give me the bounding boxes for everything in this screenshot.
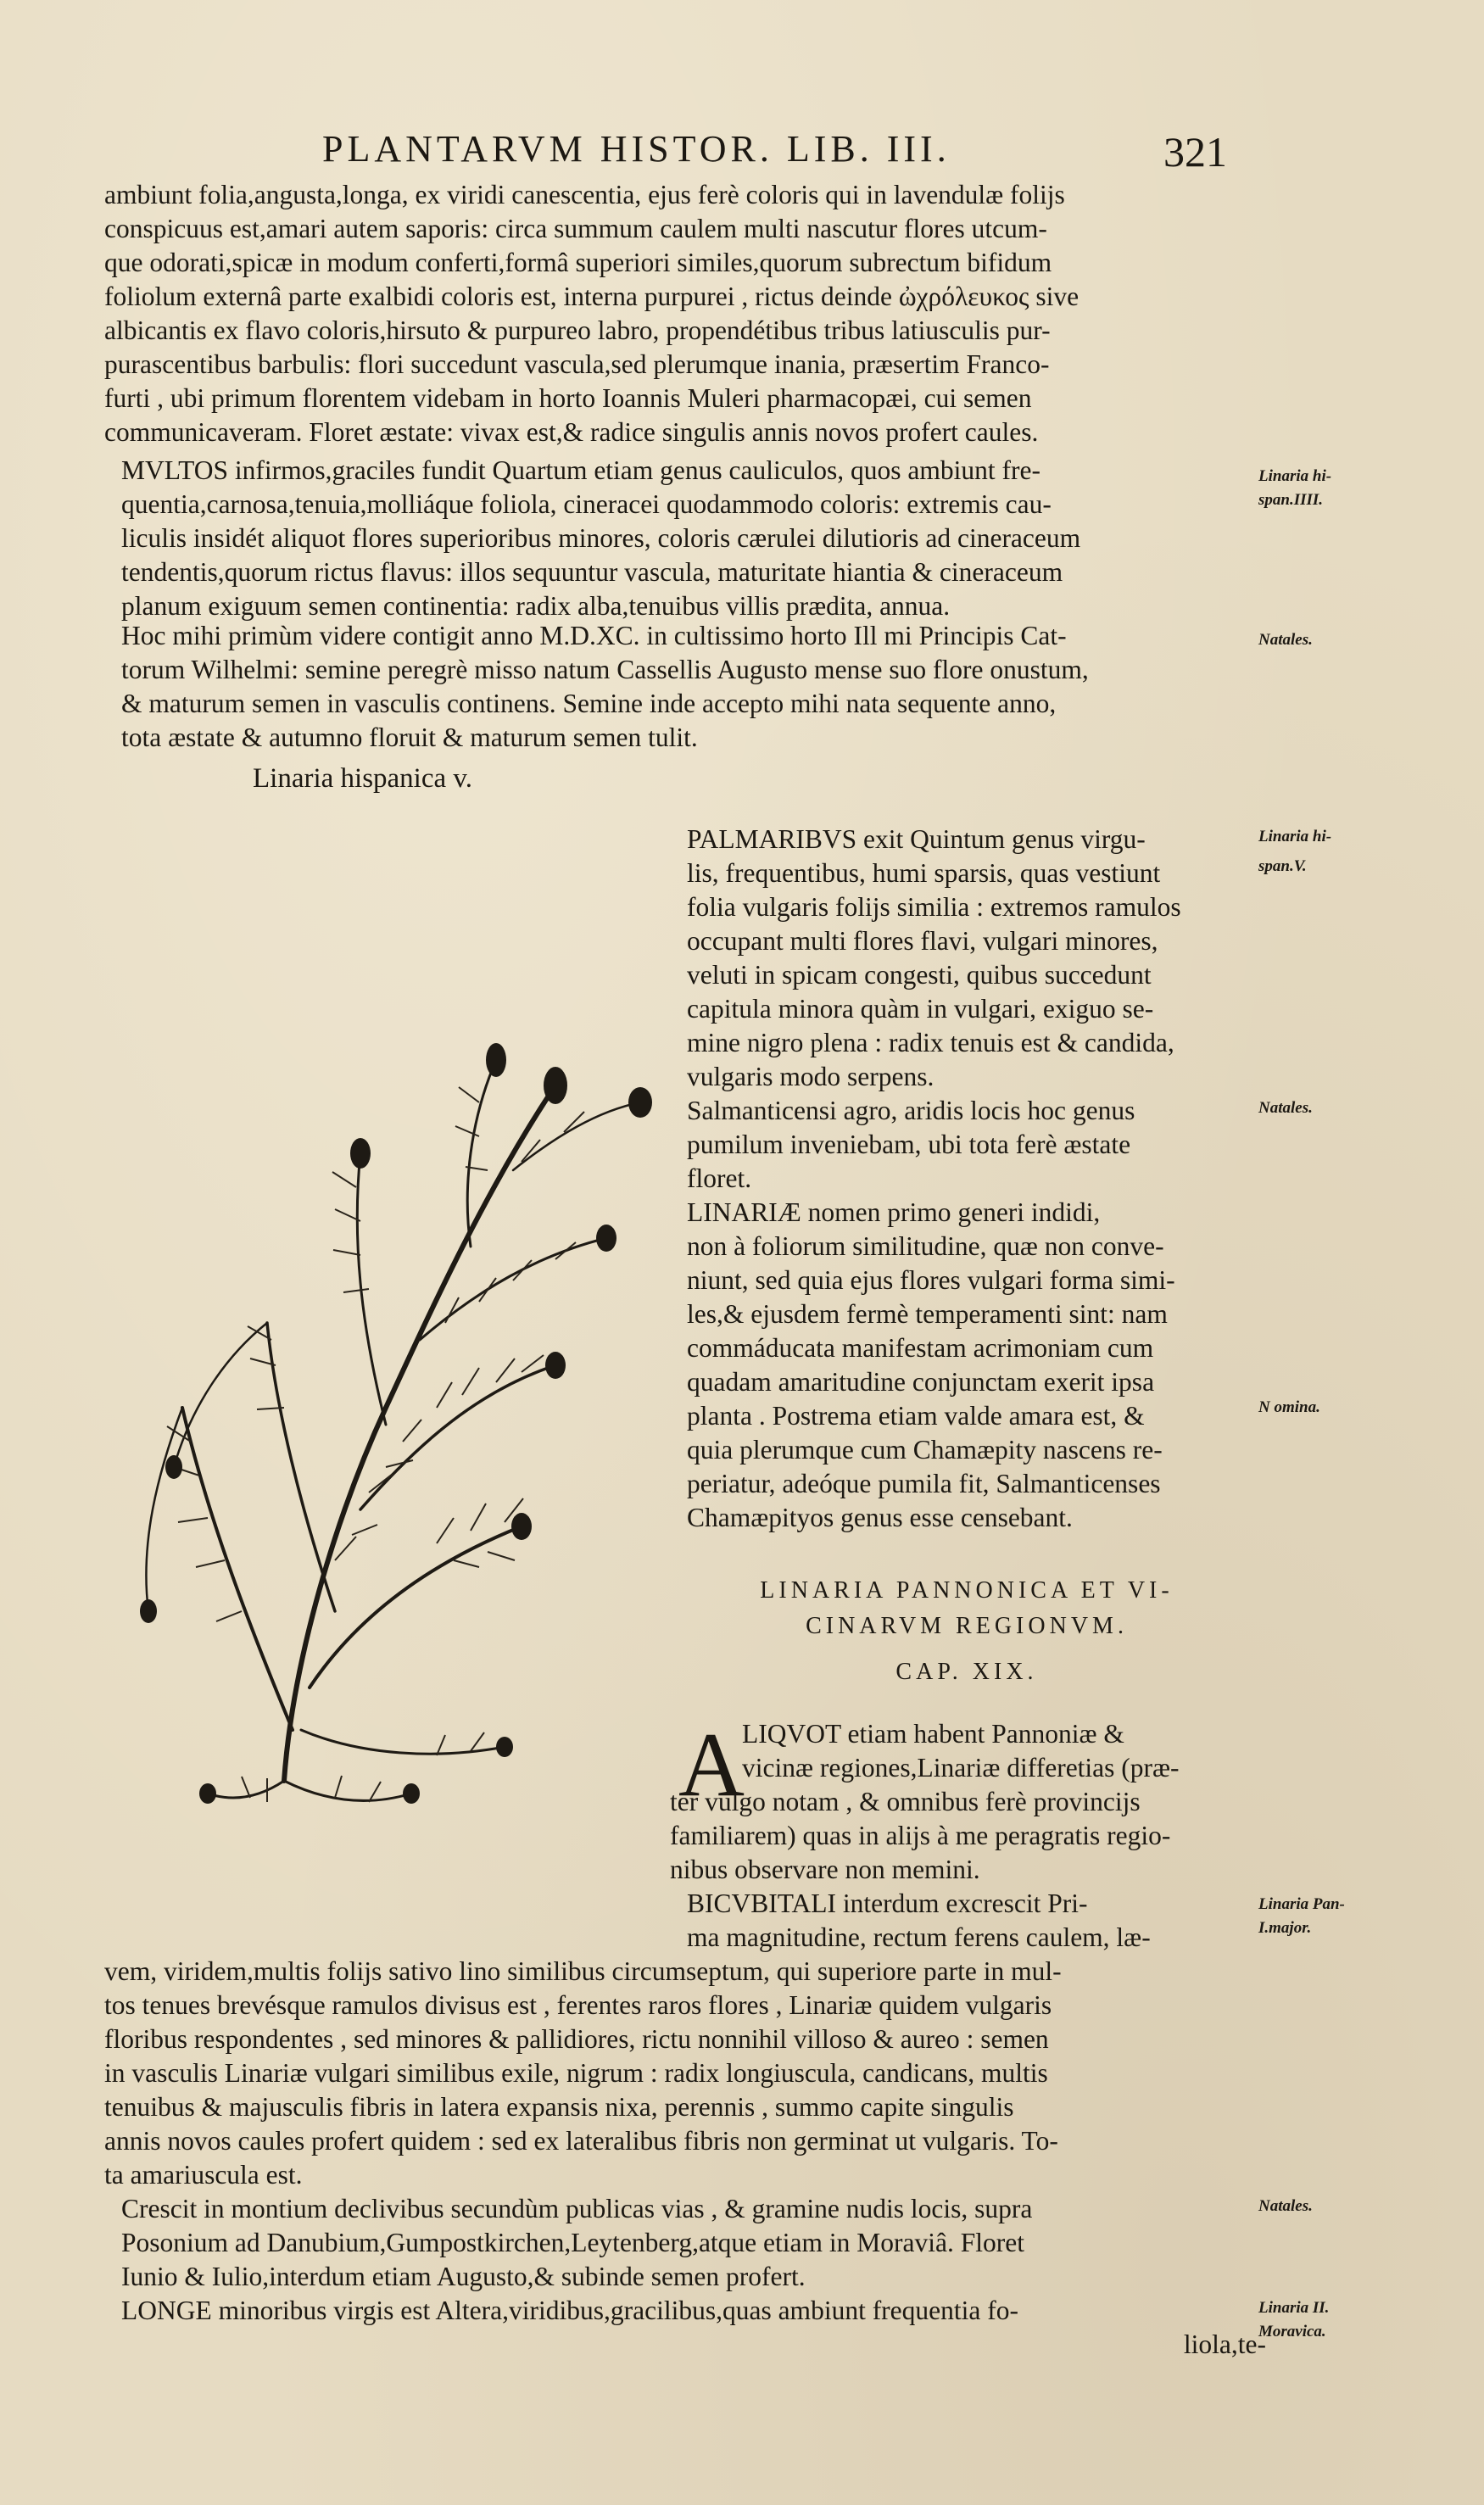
text-line: les,& ejusdem fermè temperamenti sint: nam (687, 1299, 1168, 1329)
text-line: liculis insidét aliquot flores superioribus minores, coloris cærulei dilutioris ad cineraceum (121, 523, 1081, 553)
text-line: que odorati,spicæ in modum conferti,formâ superiori similes,quorum subrectum bifidum (104, 248, 1052, 277)
drop-cap: A (678, 1715, 745, 1816)
text-line: Crescit in montium declivibus secundùm publicas vias , & gramine nudis locis, supra (121, 2194, 1033, 2223)
text-line: LONGE minoribus virgis est Altera,viridibus,gracilibus,quas ambiunt frequentia fo- (121, 2296, 1018, 2325)
text-line: vem, viridem,multis folijs sativo lino similibus circumseptum, qui superiore parte in mul- (104, 1956, 1062, 1986)
paragraph-continuation (104, 178, 1266, 449)
text-line: quia plerumque cum Chamæpity nascens re- (687, 1435, 1163, 1465)
margin-note: span.V. (1258, 857, 1307, 875)
paragraph-aliquot-line-1 (742, 1717, 1264, 1785)
text-line: Chamæpityos genus esse censebant. (687, 1503, 1073, 1532)
text-line: torum Wilhelmi: semine peregrè misso natum Cassellis Augusto mense suo flore onustum, (121, 655, 1089, 684)
text-line: ma magnitudine, rectum ferens caulem, læ- (687, 1922, 1151, 1952)
text-line: lis, frequentibus, humi sparsis, quas vestiunt (687, 858, 1161, 888)
text-line: ta amariuscula est. (104, 2160, 303, 2190)
margin-note: span.IIII. (1258, 491, 1324, 509)
text-line: ambiunt folia,angusta,longa, ex viridi canescentia, ejus ferè coloris qui in lavendulæ folijs (104, 180, 1065, 209)
text-line: pumilum inveniebam, ubi tota ferè æstate (687, 1130, 1131, 1159)
margin-note: Natales. (1258, 2197, 1313, 2215)
paragraph-altera (104, 2294, 1266, 2362)
text-line: non à foliorum similitudine, quæ non conve- (687, 1231, 1164, 1261)
text-line: ter vulgo notam , & omnibus ferè provincijs (670, 1787, 1141, 1816)
margin-note: Moravica. (1258, 2323, 1326, 2340)
text-line: commáducata manifestam acrimoniam cum (687, 1333, 1154, 1363)
text-line: Hoc mihi primùm videre contigit anno M.D.XC. in cultissimo horto Ill mi Principis Cat- (121, 621, 1067, 650)
text-line: in vasculis Linariæ vulgari similibus exile, nigrum : radix longiuscula, candicans, multis (104, 2058, 1048, 2088)
paragraph-nomina (670, 1196, 1264, 1535)
text-line: liola,te- (1183, 2329, 1266, 2359)
paragraph-aliquot (670, 1785, 1264, 1887)
text-line: Iunio & Iulio,interdum etiam Augusto,& subinde semen profert. (121, 2262, 806, 2291)
chapter-number: CAP. XIX. (895, 1659, 1038, 1685)
text-line: purascentibus barbulis: flori succedunt vascula,sed plerumque inania, præsertim Franco- (104, 349, 1050, 379)
text-line: floret. (687, 1163, 752, 1193)
text-line: vicinæ regiones,Linariæ differetias (præ- (742, 1753, 1180, 1783)
text-line: mine nigro plena : radix tenuis est & candida, (687, 1028, 1174, 1057)
figure-caption: Linaria hispanica v. (253, 763, 473, 794)
chapter-heading (670, 1573, 1264, 1690)
text-line: planum exiguum semen continentia: radix alba,tenuibus villis prædita, annua. (121, 591, 951, 621)
text-line: PALMARIBVS exit Quintum genus virgu- (687, 824, 1146, 854)
text-line: quadam amaritudine conjunctam exerit ipsa (687, 1367, 1155, 1397)
margin-note: I.major. (1258, 1919, 1312, 1937)
paragraph-quartum-genus (104, 454, 1266, 623)
text-line: nibus observare non memini. (670, 1855, 980, 1884)
margin-note: Natales. (1258, 631, 1313, 649)
text-line: periatur, adeóque pumila fit, Salmanticenses (687, 1469, 1161, 1498)
running-head: PLANTARVM HISTOR. LIB. III. (322, 128, 951, 170)
text-line: niunt, sed quia ejus flores vulgari forma simi- (687, 1265, 1175, 1295)
paragraph-natales-1 (104, 619, 1266, 755)
text-line: furti , ubi primum florentem videbam in horto Ioannis Muleri pharmacopæi, cui semen (104, 383, 1032, 413)
chapter-title-line: CINARVM REGIONVM. (806, 1613, 1128, 1639)
page-number: 321 (1163, 128, 1227, 176)
text-line: & maturum semen in vasculis continens. Semine inde accepto mihi nata sequente anno, (121, 689, 1057, 718)
text-line: LINARIÆ nomen primo generi indidi, (687, 1197, 1101, 1227)
text-line: folia vulgaris folijs similia : extremos ramulos (687, 892, 1181, 922)
paragraph-natales-3 (104, 2192, 1266, 2294)
margin-note: Linaria Pan- (1258, 1895, 1345, 1913)
text-line: BICVBITALI interdum excrescit Pri- (687, 1889, 1088, 1918)
margin-note: Linaria hi- (1258, 467, 1332, 485)
text-line: tenuibus & majusculis fibris in latera expansis nixa, perennis , summo capite singulis (104, 2092, 1014, 2122)
plant-woodcut-illustration (81, 967, 674, 1815)
margin-note: Linaria II. (1258, 2299, 1330, 2317)
text-line: foliolum externâ parte exalbidi coloris est, interna purpurei , rictus deinde ὠχρόλευκος sive (104, 282, 1080, 311)
text-line: tendentis,quorum rictus flavus: illos sequuntur vascula, maturitate hiantia & cineraceum (121, 557, 1063, 587)
text-line: annis novos caules profert quidem : sed ex lateralibus fibris non germinat ut vulgaris. To- (104, 2126, 1058, 2156)
text-line: quentia,carnosa,tenuia,molliáque foliola, cineracei quodammodo coloris: extremis cau- (121, 489, 1052, 519)
text-line: planta . Postrema etiam valde amara est, & (687, 1401, 1145, 1431)
text-line: Salmanticensi agro, aridis locis hoc genus (687, 1096, 1135, 1125)
paragraph-prima-wide (104, 1955, 1266, 2192)
text-line: communicaveram. Floret æstate: vivax est,& radice singulis annis novos profert caules. (104, 417, 1039, 447)
text-line: tota æstate & autumno floruit & maturum semen tulit. (121, 722, 698, 752)
text-line: capitula minora quàm in vulgari, exiguo se- (687, 994, 1154, 1024)
text-line: familiarem) quas in alijs à me peragratis regio- (670, 1821, 1171, 1850)
text-line: floribus respondentes , sed minores & pallidiores, rictu nonnihil villoso & aureo : semen (104, 2024, 1049, 2054)
text-line: tos tenues brevésque ramulos divisus est , ferentes raros flores , Linariæ quidem vulgaris (104, 1990, 1052, 2020)
paragraph-prima-narrow (670, 1887, 1264, 1955)
text-line: conspicuus est,amari autem saporis: circa summum caulem multi nascutur flores utcum- (104, 214, 1047, 243)
paragraph-natales-2 (670, 1094, 1264, 1196)
text-line: MVLTOS infirmos,graciles fundit Quartum etiam genus cauliculos, quos ambiunt fre- (121, 455, 1040, 485)
text-line: veluti in spicam congesti, quibus succedunt (687, 960, 1152, 990)
text-line: vulgaris modo serpens. (687, 1062, 934, 1091)
text-line: Posonium ad Danubium,Gumpostkirchen,Leytenberg,atque etiam in Moraviâ. Floret (121, 2228, 1024, 2257)
text-line: LIQVOT etiam habent Pannoniæ & (742, 1719, 1124, 1749)
margin-note: N omina. (1258, 1398, 1320, 1416)
margin-note: Linaria hi- (1258, 828, 1332, 845)
chapter-title-line: LINARIA PANNONICA ET VI- (760, 1577, 1174, 1604)
text-line: occupant multi flores flavi, vulgari minores, (687, 926, 1158, 956)
paragraph-quintum-genus (670, 823, 1264, 1094)
margin-note: Natales. (1258, 1099, 1313, 1117)
text-line: albicantis ex flavo coloris,hirsuto & purpureo labro, propendétibus tribus latiusculis pur- (104, 315, 1051, 345)
